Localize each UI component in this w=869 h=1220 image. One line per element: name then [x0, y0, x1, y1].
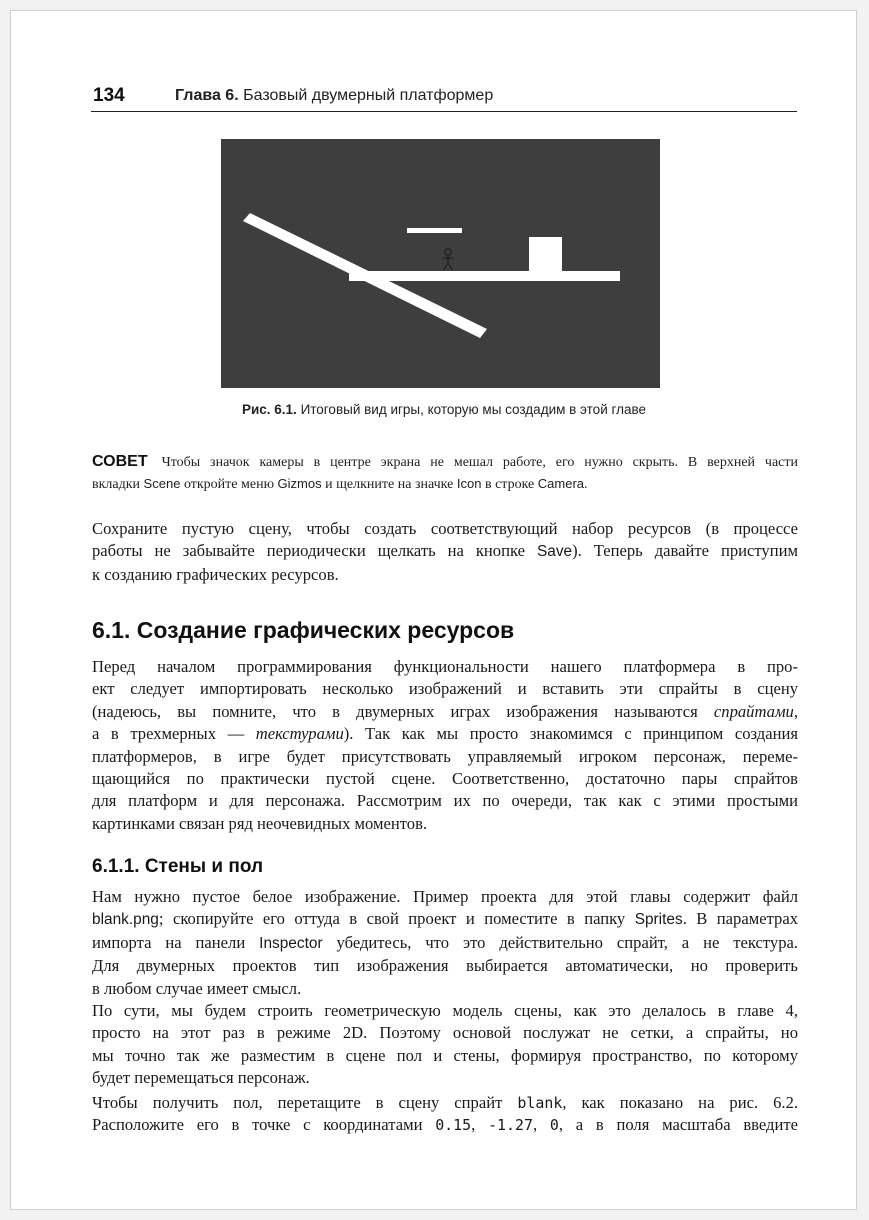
page-header: [91, 77, 797, 112]
floor-platform: [349, 271, 620, 281]
text-run: ,: [793, 701, 798, 721]
code-coordinate-z: 0: [549, 1116, 559, 1135]
chapter-label: Глава 6.: [175, 87, 239, 104]
text-line: Нам нужно пустое белое изображение. Пример проекта для этой главы содержит файл: [92, 887, 798, 906]
ui-term-save: Save: [536, 543, 573, 561]
text-line: [92, 1114, 798, 1136]
code-blank: blank: [517, 1094, 563, 1112]
text-line: ект следует импортировать несколько изображений и вставить эти спрайты в сцену: [92, 679, 798, 699]
text-line: просто на этот раз в режиме 2D. Поэтому основой послужат не сетки, а спрайты, но: [92, 1023, 798, 1043]
text-line: для платформ и для персонажа. Рассмотрим их по очереди, так как с этими простыми: [92, 791, 798, 811]
text-line: в любом случае имеет смысл.: [92, 978, 302, 998]
ui-term-icon: Icon: [456, 476, 482, 491]
running-title: [175, 87, 493, 105]
subsection-heading: 6.1.1. Стены и пол: [92, 856, 264, 877]
text-run: ). Так как мы просто знакомимся с принципом создания: [343, 724, 798, 744]
text-run: , а в поля масштаба введите: [558, 1115, 798, 1135]
term-sprites: спрайтами: [713, 701, 794, 721]
walls-floor-paragraph-3: [92, 1092, 798, 1137]
text-line: к созданию графических ресурсов.: [92, 564, 339, 584]
file-name-blank-png: blank.png: [92, 911, 159, 929]
term-textures: текстурами: [255, 724, 344, 744]
text-run: Чтобы получить пол, перетащите в сцену спрайт: [92, 1093, 503, 1112]
chapter-title: Базовый двумерный платформер: [243, 87, 494, 104]
text-run: , как показано на рис. 6.2.: [562, 1093, 799, 1112]
text-run: убедитесь, что это действительно спрайт, а не текстура.: [336, 932, 799, 952]
text-line: щающийся по практически пустой сцене. Соответственно, достаточно пары спрайтов: [92, 769, 798, 789]
page-number: 134: [93, 85, 125, 106]
tip-text: .: [584, 477, 588, 492]
text-line: [92, 908, 798, 931]
tip-text: в строке: [484, 477, 535, 492]
game-scene: [221, 139, 660, 388]
text-run: (надеюсь, вы помните, что в двумерных играх изображения называются: [92, 701, 698, 721]
tip-text: и щелкните на значке: [325, 477, 454, 492]
walls-floor-paragraph-2: [92, 1000, 798, 1090]
text-run: импорта на панели: [92, 932, 246, 952]
text-line: будет перемещаться персонаж.: [92, 1068, 310, 1088]
text-line: мы точно так же разместим в сцене пол и стены, формируя пространство, по которому: [92, 1045, 798, 1065]
ui-term-camera: Camera: [537, 476, 585, 491]
text-run: работы не забывайте периодически щелкать на кнопке: [92, 541, 525, 561]
tip-text: вкладки: [92, 477, 141, 492]
tip-label: СОВЕТ: [92, 453, 148, 470]
figure-caption: [91, 402, 797, 417]
caption-text: Итоговый вид игры, которую мы создадим в этой главе: [300, 402, 647, 417]
tip-box: [92, 451, 798, 495]
text-run: . В параметрах: [682, 909, 798, 929]
text-run: Расположите его в точке с координатами: [92, 1115, 423, 1135]
text-run: ). Теперь давайте приступим: [572, 541, 798, 561]
code-coordinate-x: 0.15: [435, 1116, 472, 1135]
text-line: По сути, мы будем строить геометрическую модель сцены, как это делалось в главе 4,: [92, 1001, 798, 1020]
code-coordinate-y: -1.27: [488, 1116, 534, 1135]
text-line: Сохраните пустую сцену, чтобы создать соответствующий набор ресурсов (в процессе: [92, 519, 798, 538]
text-line: Для двумерных проектов тип изображения выбирается автоматически, но проверить: [92, 956, 798, 976]
wall-block: [529, 237, 562, 273]
tip-text-line-1: Чтобы значок камеры в центре экрана не мешал работе, его нужно скрыть. В верхней части: [161, 455, 798, 470]
section-heading: 6.1. Создание графических ресурсов: [92, 617, 515, 643]
text-run: ; скопируйте его оттуда в свой проект и поместите в папку: [158, 909, 626, 929]
caption-label: Рис. 6.1.: [241, 402, 297, 417]
intro-paragraph: [92, 518, 798, 586]
section-paragraph: [92, 656, 798, 835]
ui-term-gizmos: Gizmos: [277, 476, 322, 491]
text-run: а в трехмерных —: [92, 724, 245, 744]
ui-term-inspector: Inspector: [259, 934, 323, 952]
game-screenshot-figure: [221, 139, 660, 388]
scene-background: [221, 139, 660, 388]
text-line: [92, 701, 798, 723]
text-line: [92, 540, 798, 563]
book-page: [10, 10, 857, 1210]
floating-platform: [407, 228, 462, 233]
text-line: платформеров, в игре будет присутствовать управляемый игроком персонаж, переме-: [92, 746, 798, 766]
text-run: ,: [533, 1115, 538, 1135]
text-line: [92, 1092, 798, 1114]
folder-name-sprites: Sprites: [634, 911, 683, 929]
text-line: [92, 932, 798, 955]
text-line: Перед началом программирования функциональности нашего платформера в про-: [92, 657, 798, 676]
text-run: ,: [471, 1115, 476, 1135]
ui-term-scene: Scene: [143, 476, 181, 491]
text-line: картинками связан ряд неочевидных моментов.: [92, 813, 428, 833]
tip-text: откройте меню: [183, 477, 275, 492]
text-line: [92, 723, 798, 745]
walls-floor-paragraph-1: [92, 886, 798, 1000]
